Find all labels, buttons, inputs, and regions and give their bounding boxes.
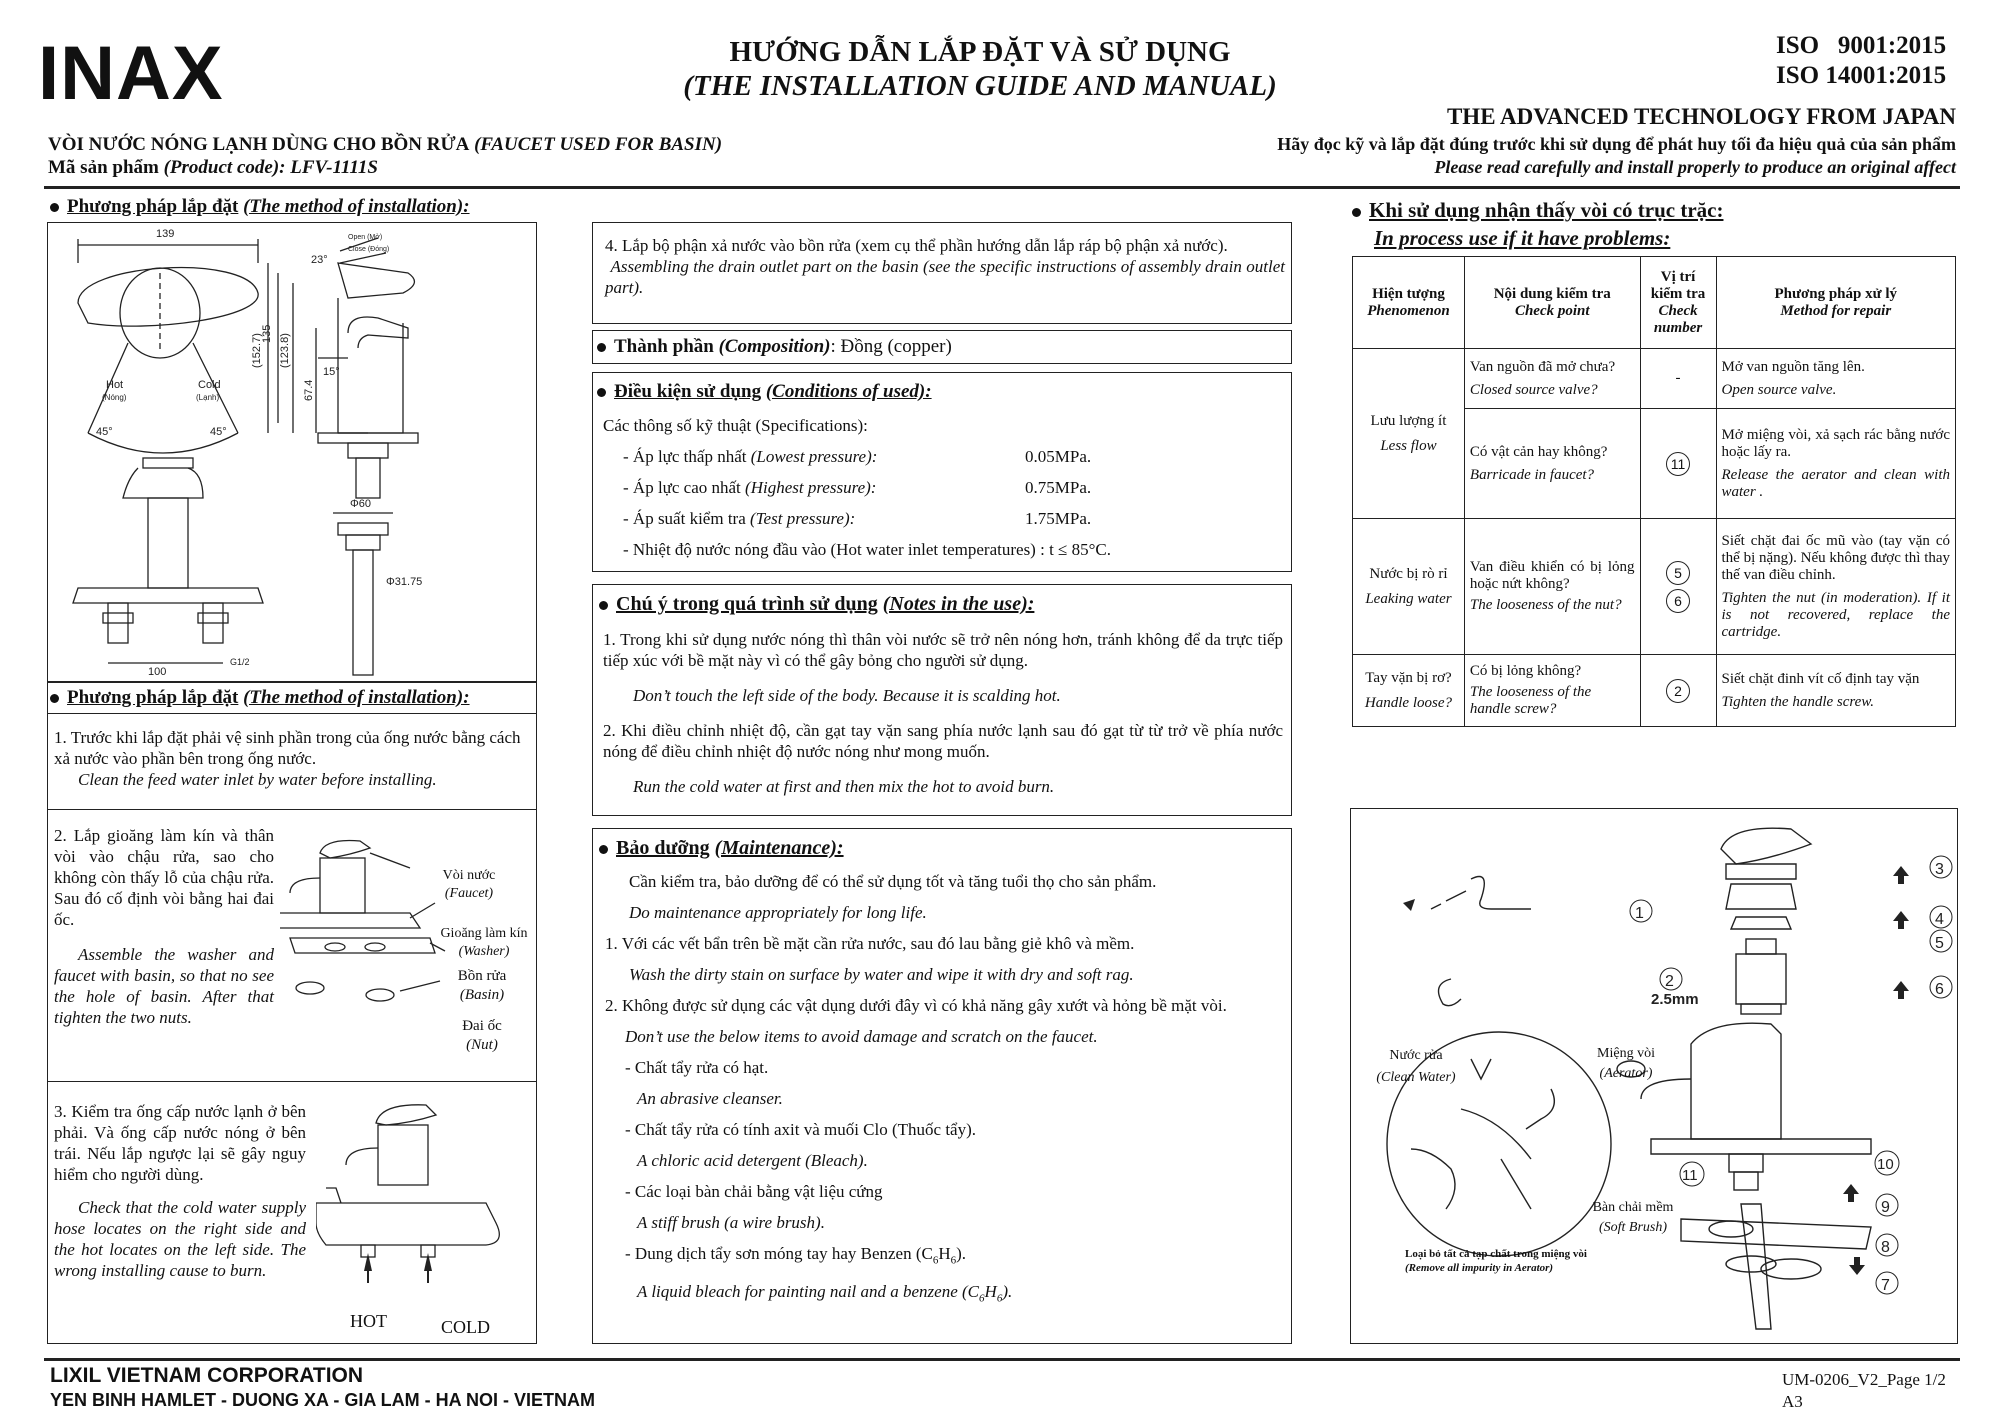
title-vi: HƯỚNG DẪN LẮP ĐẶT VÀ SỬ DỤNG xyxy=(729,36,1231,68)
install-heading-1: Phương pháp lắp đặt (The method of installation): xyxy=(50,196,470,218)
iso-14001: ISO 14001:2015 xyxy=(1776,62,1947,89)
dim-open: Open (Mở) xyxy=(348,234,383,241)
maint-item: - Chất tẩy rửa có hạt. xyxy=(625,1058,769,1077)
spec-row: - Áp lực thấp nhất (Lowest pressure): 0.05MPa. xyxy=(623,447,1092,466)
maint-item: - Chất tẩy rửa có tính axit và muối Clo (Thuốc tẩy). xyxy=(625,1120,977,1139)
maint-item: - Dung dịch tẩy sơn móng tay hay Benzen $(C_6H_6)$. xyxy=(625,1244,967,1267)
notes-box xyxy=(592,584,1292,816)
install-heading-2: Phương pháp lắp đặt (The method of installation): xyxy=(50,687,470,709)
dim-135: 135 xyxy=(261,324,273,343)
part-4-label: 4 xyxy=(1935,911,1944,928)
maint-intro-vi: Cần kiểm tra, bảo dưỡng để có thể sử dụng tốt và tăng tuổi thọ cho sản phẩm. xyxy=(629,872,1157,891)
note1-vi: 1. Trong khi sử dụng nước nóng thì thân vòi nước sẽ trở nên nóng hơn, tránh không để da trực tiếp tiếp xúc với bề mặt này vì có thể gây bỏng cho người sử dụng. xyxy=(603,630,1283,670)
maintenance-heading: Bảo dưỡng xyxy=(616,837,710,859)
tagline: THE ADVANCED TECHNOLOGY FROM JAPAN xyxy=(1446,104,1956,129)
iso-9001: ISO 9001:2015 xyxy=(1776,32,1947,59)
problems-heading-en: In process use if it have problems: xyxy=(1374,226,1671,250)
step3-illustration xyxy=(316,1093,536,1293)
exploded-diagram-box xyxy=(1350,808,1958,1344)
dim-152-7: (152.7) xyxy=(251,333,263,368)
composition-heading-en: (Composition) xyxy=(718,336,831,357)
problems-table: Hiện tượng Phenomenon Nội dung kiểm tra Check point Vị trí kiểm tra Check number Phương pháp xử lý Method for repair Lưu lượng ít Less flow Van nguồn đã mở chưa? Closed source valve? - Mở van nguồn tăng lên. Open source valve. Có vật cản hay không? Barricade in faucet? 11 Mở miệng vòi, xả sạch rác bằng nước hoặc lấy ra. Release the aerator and clean with water . Nước bị rò rỉ Leaking water Van điều khiển có bị lỏng hoặc nứt không? The looseness of the nut? 5 6 Siết chặt đai ốc mũ vào (tay vặn có thể bị nặng). Nếu không được thì thay thế van điều chỉnh. Tighten the nut (in moderation). If it is not recovered, replace the cartridge. Tay vặn bị rơ? Handle loose? Có bị lỏng không? The looseness of the handle screw? 2 Siết chặt đinh vít cố định tay vặn Tighten the handle screw. xyxy=(1352,256,1956,727)
part-3-label: 3 xyxy=(1935,861,1944,878)
notes-heading-en: (Notes in the use): xyxy=(882,593,1035,615)
table-row: Lưu lượng ít Less flow Van nguồn đã mở chưa? Closed source valve? - Mở van nguồn tăng lên. Open source valve. xyxy=(1353,349,1956,409)
step2-text: 2. Lắp gioăng làm kín và thân vòi vào chậu rửa, sao cho không còn thấy lỗ của chậu rửa. Sau đó cố định vòi bằng hai đai ốc. Assemble the washer and faucet with basin, so that no see the hole of basin. After that tighten the two nuts. xyxy=(54,826,274,1027)
label-hot: Hot xyxy=(106,379,124,391)
maint1-en: Wash the dirty stain on surface by water and wipe it with dry and soft rag. xyxy=(629,965,1134,984)
label-nut-vi: Đai ốc xyxy=(462,1018,502,1034)
hex-key-size: 2.5mm xyxy=(1651,991,1699,1008)
angle-45-left: 45° xyxy=(96,426,113,438)
product-code-value: (Product code): LFV-1111S xyxy=(163,157,378,178)
conditions-heading: Điều kiện sử dụng xyxy=(614,381,762,402)
company-name: LIXIL VIETNAM CORPORATION xyxy=(50,1364,364,1387)
paper-size: A3 xyxy=(1782,1392,1803,1411)
maint-item-en: An abrasive cleanser. xyxy=(637,1089,783,1108)
spec-temperature: - Nhiệt độ nước nóng đầu vào (Hot water inlet temperatures) : t ≤ 85°C. xyxy=(623,540,1112,559)
dim-139: 139 xyxy=(156,228,175,240)
remove-impurity-vi: Loại bỏ tất cả tạp chất trong miệng vòi xyxy=(1405,1248,1587,1260)
notes-heading: Chú ý trong quá trình sử dụng xyxy=(616,593,878,615)
maintenance-box xyxy=(592,828,1292,1344)
table-row: Có vật cản hay không? Barricade in faucet? 11 Mở miệng vòi, xả sạch rác bằng nước hoặc lấy ra. Release the aerator and clean with water . xyxy=(1353,409,1956,519)
part-7-label: 7 xyxy=(1881,1277,1890,1294)
part-10-label: 10 xyxy=(1877,1156,1894,1173)
product-name-en: (FAUCET USED FOR BASIN) xyxy=(474,134,723,155)
table-row: Tay vặn bị rơ? Handle loose? Có bị lỏng không? The looseness of the handle screw? 2 Siết chặt đinh vít cố định tay vặn Tighten the handle screw. xyxy=(1353,655,1956,727)
label-washer-vi: Gioăng làm kín xyxy=(440,926,528,941)
spec-row: - Áp suất kiểm tra (Test pressure): 1.75MPa. xyxy=(623,509,1092,528)
company-address: YEN BINH HAMLET - DUONG XA - GIA LAM - HA NOI - VIETNAM xyxy=(50,1390,595,1410)
brand-logo: INAX xyxy=(38,31,224,116)
maint-item: - Các loại bàn chải bằng vật liệu cứng xyxy=(625,1182,883,1201)
label-soft-brush-en: (Soft Brush) xyxy=(1598,1220,1668,1235)
dim-23: 23° xyxy=(311,254,328,266)
doc-number: UM-0206_V2_Page 1/2 xyxy=(1782,1370,1946,1389)
spec-intro: Các thông số kỹ thuật (Specifications): xyxy=(603,416,868,435)
label-clean-water-vi: Nước rửa xyxy=(1389,1048,1443,1063)
technical-drawing xyxy=(48,223,536,681)
note2-en: Run the cold water at first and then mix the hot to avoid burn. xyxy=(633,777,1055,796)
remove-impurity-en: (Remove all impurity in Aerator) xyxy=(1405,1262,1554,1274)
label-faucet-en: (Faucet) xyxy=(444,886,494,901)
angle-45-right: 45° xyxy=(210,426,227,438)
maint2-vi: 2. Không được sử dụng các vật dụng dưới đây vì có khả năng gây xướt và hỏng bề mặt vòi. xyxy=(605,996,1227,1015)
dim-phi3175: Φ31.75 xyxy=(386,576,423,588)
dim-15: 15° xyxy=(323,366,340,378)
label-hot-vi: (Nóng) xyxy=(102,393,127,402)
dim-phi60: Φ60 xyxy=(350,498,372,510)
composition-heading: Thành phần xyxy=(614,336,714,357)
label-soft-brush-vi: Bàn chải mềm xyxy=(1592,1200,1674,1215)
dim-67-4: 67.4 xyxy=(303,379,315,401)
product-name xyxy=(48,134,722,156)
dim-g12: G1/2 xyxy=(230,657,250,667)
part-8-label: 8 xyxy=(1881,1239,1890,1256)
dim-100: 100 xyxy=(148,666,167,678)
table-row: Nước bị rò rỉ Leaking water Van điều khiển có bị lỏng hoặc nứt không? The looseness of the nut? 5 6 Siết chặt đai ốc mũ vào (tay vặn có thể bị nặng). Nếu không được thì thay thế van điều chỉnh. Tighten the nut (in moderation). If it is not recovered, replace the cartridge. xyxy=(1353,519,1956,655)
part-1-label: 1 xyxy=(1635,905,1644,922)
step4-vi: 4. Lắp bộ phận xả nước vào bồn rửa (xem cụ thể phần hướng dẫn lắp ráp bộ phận xả nước). xyxy=(605,236,1228,255)
composition-box xyxy=(592,330,1292,364)
conditions-heading-en: (Conditions of used): xyxy=(765,381,932,402)
composition-value: : Đồng (copper) xyxy=(830,336,952,357)
dim-close: Close (Đóng) xyxy=(348,246,390,253)
note1-en: Don’t touch the left side of the body. Because it is scalding hot. xyxy=(633,686,1061,705)
maint2-en: Don’t use the below items to avoid damage and scratch on the faucet. xyxy=(625,1027,1098,1046)
read-note-vi: Hãy đọc kỹ và lắp đặt đúng trước khi sử dụng để phát huy tối đa hiệu quả của sản phẩm xyxy=(1277,134,1956,154)
technical-drawing-box xyxy=(47,222,537,682)
dim-123-8: (123.8) xyxy=(279,333,291,368)
install-steps-box xyxy=(47,682,537,1344)
label-clean-water-en: (Clean Water) xyxy=(1376,1070,1456,1085)
maint-item-en: A chloric acid detergent (Bleach). xyxy=(637,1151,868,1170)
read-note-en: Please read carefully and install properly to produce an original affect xyxy=(1434,157,1956,177)
label-aerator-en: (Aerator) xyxy=(1599,1066,1653,1081)
part-11-label: 11 xyxy=(1682,1167,1698,1184)
footer-rule xyxy=(44,1358,1960,1361)
label-hot-arrow: HOT xyxy=(350,1311,387,1331)
part-6-label: 6 xyxy=(1935,981,1944,998)
label-faucet-vi: Vòi nước xyxy=(442,868,496,883)
product-code-label: Mã sản phẩm xyxy=(48,157,159,178)
label-cold-vi: (Lạnh) xyxy=(196,393,220,402)
label-basin-vi: Bồn rửa xyxy=(457,968,507,984)
step4-en: Assembling the drain outlet part on the basin (see the specific instructions of assembly drain outlet part). xyxy=(605,257,1285,297)
header-rule xyxy=(44,186,1960,189)
note2-vi: 2. Khi điều chỉnh nhiệt độ, cần gạt tay vặn sang phía nước lạnh sau đó gạt từ từ trở về phía nước nóng để điều chỉnh nhiệt độ nước nóng như mong muốn. xyxy=(603,721,1283,761)
label-washer-en: (Washer) xyxy=(458,944,510,959)
label-cold: Cold xyxy=(198,379,221,391)
maint-item-en: A liquid bleach for painting nail and a benzene $(C_6H_6)$. xyxy=(637,1282,1013,1305)
maintenance-heading-en: (Maintenance): xyxy=(714,837,844,859)
title-en: (THE INSTALLATION GUIDE AND MANUAL) xyxy=(683,70,1277,102)
label-aerator-vi: Miệng vòi xyxy=(1597,1046,1655,1061)
label-nut-en: (Nut) xyxy=(466,1037,498,1053)
label-basin-en: (Basin) xyxy=(459,987,505,1003)
maint-intro-en: Do maintenance appropriately for long life. xyxy=(629,903,927,922)
maint-item-en: A stiff brush (a wire brush). xyxy=(637,1213,825,1232)
step4-box xyxy=(592,222,1292,324)
step3-text: 3. Kiểm tra ống cấp nước lạnh ở bên phải. Và ống cấp nước nóng ở bên trái. Nếu lắp ngược lại sẽ gây nguy hiểm cho người dùng. Check that the cold water supply hose locates on the right side and the hot locates on the left side. The wrong installing cause to burn. xyxy=(54,1102,306,1280)
step1-text: 1. Trước khi lắp đặt phải vệ sinh phần trong của ống nước bằng cách xả nước vào phần bên trong ống nước. Clean the feed water inlet by water before installing. xyxy=(54,728,521,789)
part-5-label: 5 xyxy=(1935,935,1944,952)
maint1-vi: 1. Với các vết bẩn trên bề mặt cần rửa nước, sau đó lau bằng giẻ khô và mềm. xyxy=(605,934,1135,953)
product-name-vi: VÒI NƯỚC NÓNG LẠNH DÙNG CHO BỒN RỬA xyxy=(48,134,470,155)
problems-heading: Khi sử dụng nhận thấy vòi có trục trặc: xyxy=(1369,198,1724,222)
part-2-label: 2 xyxy=(1665,973,1674,990)
label-cold-arrow: COLD xyxy=(441,1317,490,1337)
spec-row: - Áp lực cao nhất (Highest pressure): 0.75MPa. xyxy=(623,478,1092,497)
product-code xyxy=(48,157,378,179)
part-9-label: 9 xyxy=(1881,1199,1890,1216)
conditions-box xyxy=(592,372,1292,572)
